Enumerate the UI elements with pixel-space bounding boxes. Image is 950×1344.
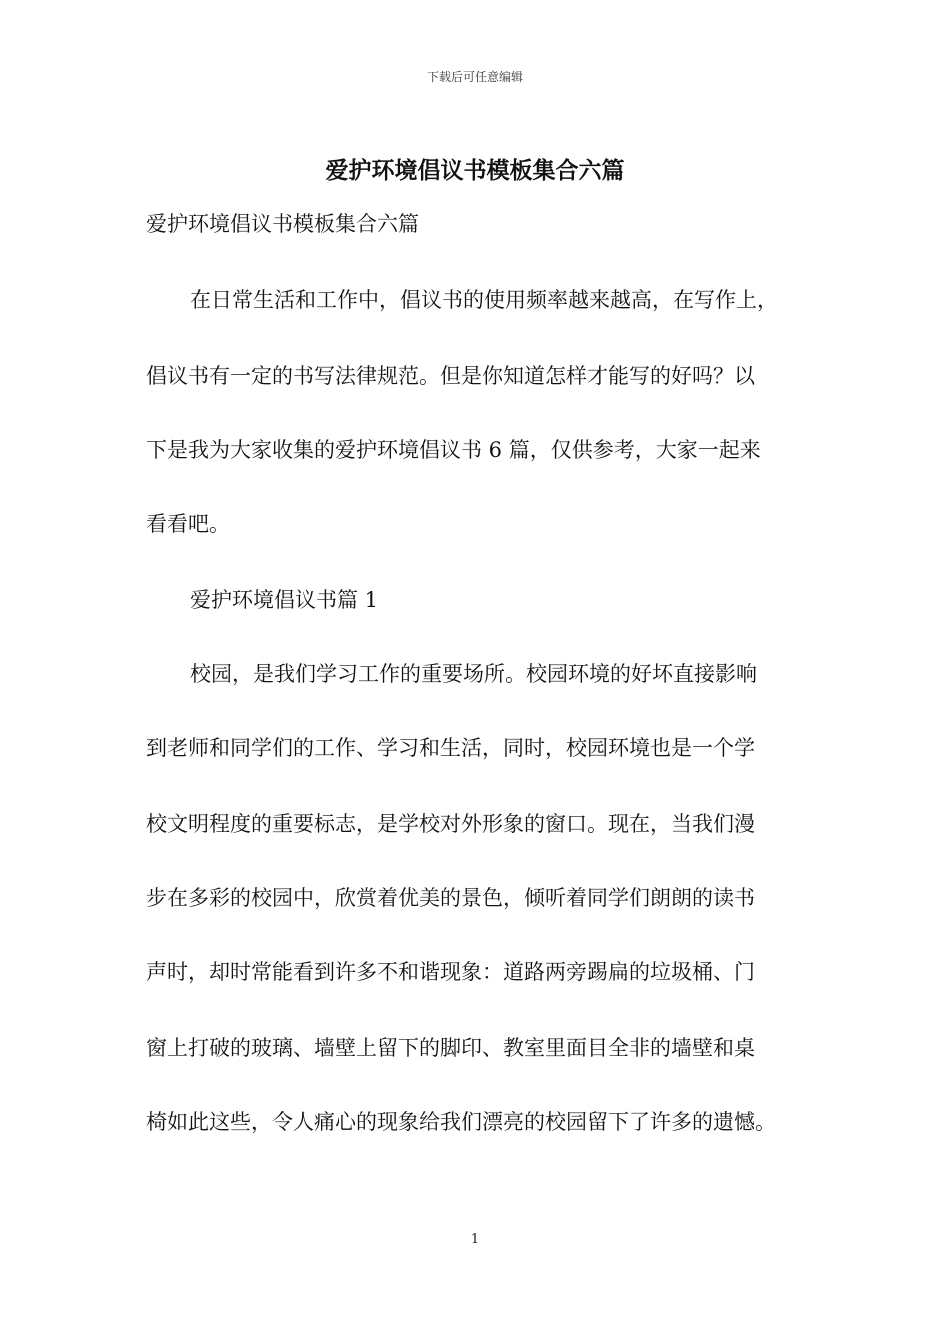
body-line-7: 椅如此这些，令人痛心的现象给我们漂亮的校园留下了许多的遗憾。: [146, 1110, 776, 1134]
document-subtitle: 爱护环境倡议书模板集合六篇: [146, 212, 419, 236]
body-line-3: 校文明程度的重要标志，是学校对外形象的窗口。现在，当我们漫: [146, 812, 755, 836]
header-note: 下载后可任意编辑: [426, 70, 523, 84]
page-number: 1: [470, 1232, 480, 1247]
body-line-6: 窗上打破的玻璃、墙壁上留下的脚印、教室里面目全非的墙壁和桌: [146, 1036, 755, 1060]
document-title: 爱护环境倡议书模板集合六篇: [325, 157, 625, 184]
body-line-4: 步在多彩的校园中，欣赏着优美的景色，倾听着同学们朗朗的读书: [146, 886, 755, 910]
intro-line-2: 倡议书有一定的书写法律规范。但是你知道怎样才能写的好吗？以: [146, 364, 755, 388]
intro-line-4: 看看吧。: [146, 512, 230, 536]
section-heading: 爱护环境倡议书篇 1: [190, 588, 379, 612]
body-line-5: 声时，却时常能看到许多不和谐现象：道路两旁踢扁的垃圾桶、门: [146, 960, 755, 984]
intro-line-3: 下是我为大家收集的爱护环境倡议书 6 篇，仅供参考，大家一起来: [146, 438, 761, 462]
body-line-2: 到老师和同学们的工作、学习和生活，同时，校园环境也是一个学: [146, 736, 755, 760]
body-line-1: 校园，是我们学习工作的重要场所。校园环境的好坏直接影响: [190, 662, 757, 686]
intro-line-1: 在日常生活和工作中，倡议书的使用频率越来越高，在写作上，: [190, 288, 778, 312]
